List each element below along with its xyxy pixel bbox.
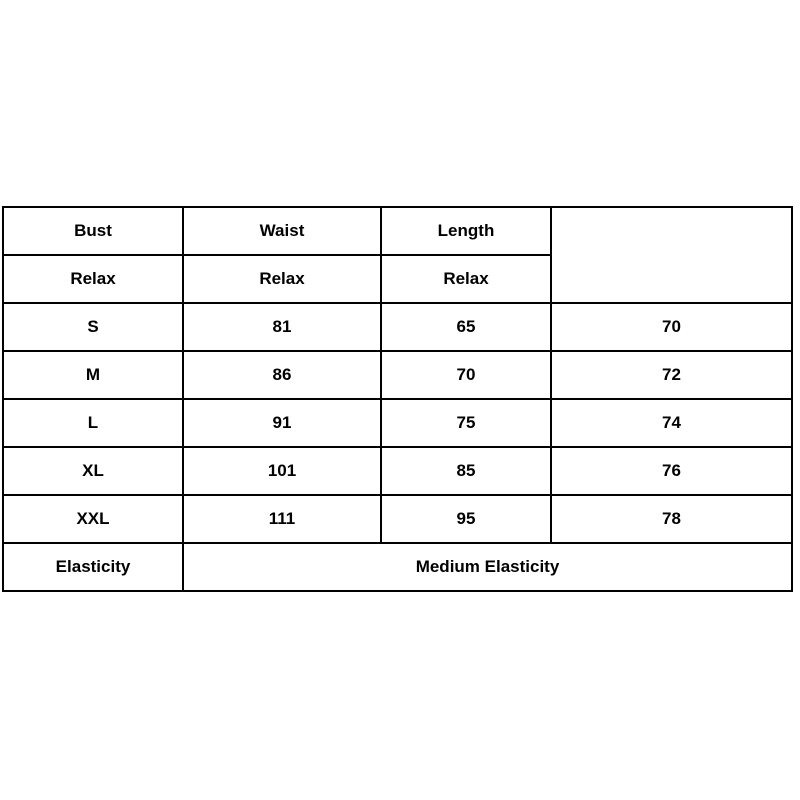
size-chart-table (2, 206, 793, 592)
value-cell: 101 (183, 447, 381, 495)
header-cell-waist: Waist (183, 207, 381, 255)
value-cell: 72 (551, 351, 792, 399)
value-cell: 111 (183, 495, 381, 543)
table-row (3, 351, 792, 399)
table-row (3, 447, 792, 495)
value-cell: 65 (381, 303, 551, 351)
header-row-1 (3, 207, 792, 255)
value-cell: 70 (551, 303, 792, 351)
footer-row (3, 543, 792, 591)
elasticity-label: Elasticity (3, 543, 183, 591)
header-cell-relax: Relax (183, 255, 381, 303)
size-cell: S (3, 303, 183, 351)
table-row (3, 399, 792, 447)
value-cell: 78 (551, 495, 792, 543)
value-cell: 76 (551, 447, 792, 495)
value-cell: 75 (381, 399, 551, 447)
value-cell: 95 (381, 495, 551, 543)
elasticity-value: Medium Elasticity (183, 543, 792, 591)
size-cell: XXL (3, 495, 183, 543)
header-cell-relax: Relax (381, 255, 551, 303)
table-row (3, 495, 792, 543)
header-cell-relax: Relax (3, 255, 183, 303)
size-cell: L (3, 399, 183, 447)
value-cell: 85 (381, 447, 551, 495)
value-cell: 81 (183, 303, 381, 351)
value-cell: 70 (381, 351, 551, 399)
header-cell-length: Length (381, 207, 551, 255)
value-cell: 86 (183, 351, 381, 399)
size-cell: XL (3, 447, 183, 495)
size-cell: M (3, 351, 183, 399)
value-cell: 91 (183, 399, 381, 447)
value-cell: 74 (551, 399, 792, 447)
table-row (3, 303, 792, 351)
header-cell-bust: Bust (3, 207, 183, 255)
header-cell-empty (551, 207, 792, 303)
